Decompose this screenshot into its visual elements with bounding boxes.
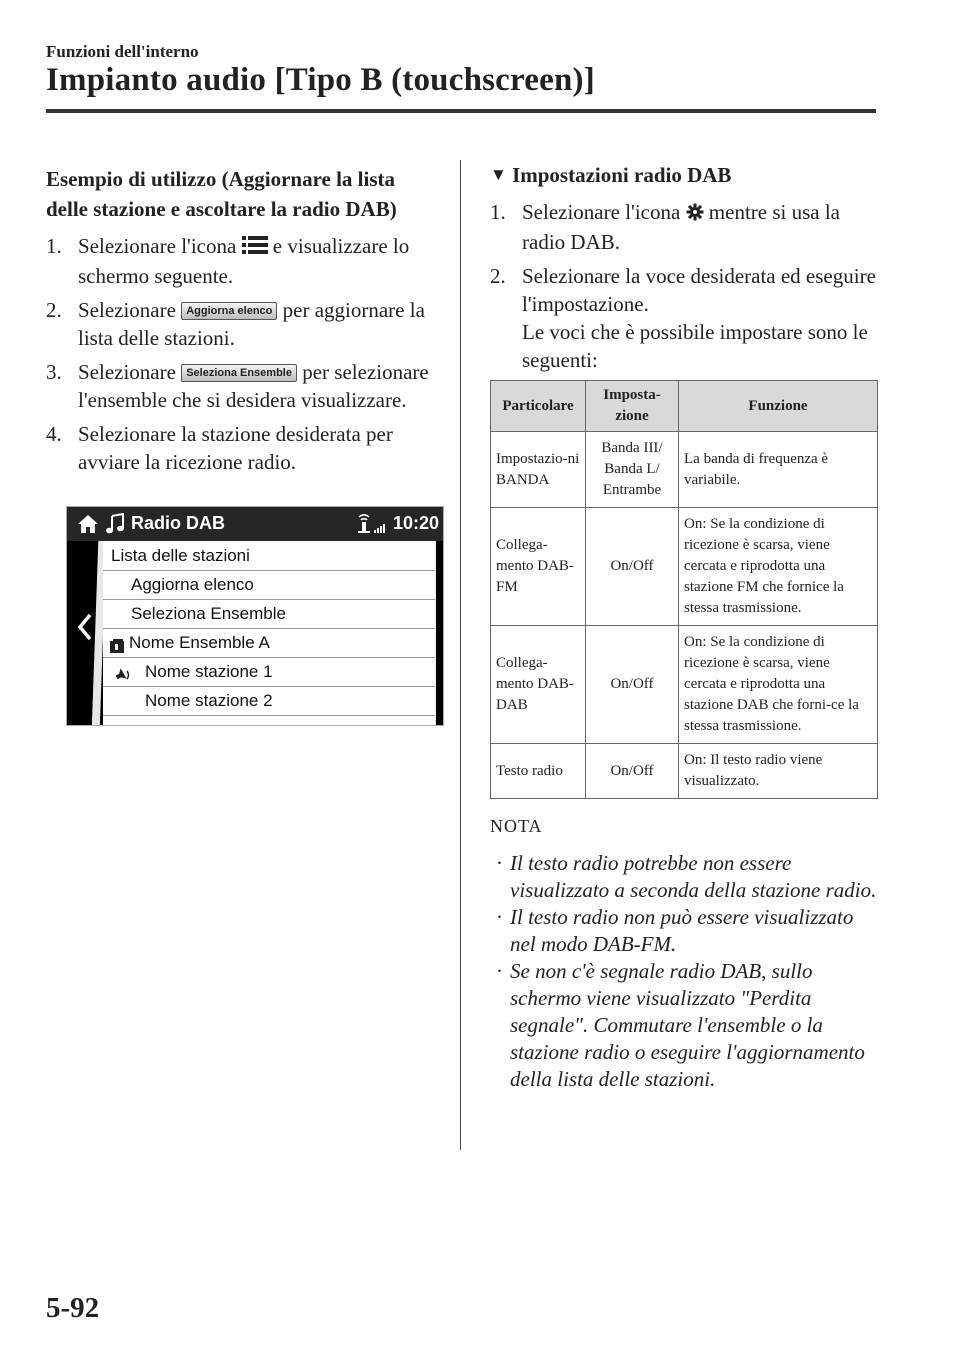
column-divider — [460, 160, 461, 1150]
nota-heading: NOTA — [490, 816, 543, 836]
example-title: Esempio di utilizzo (Aggiornare la lista delle stazione e ascoltare la radio DAB) — [46, 167, 397, 221]
screen-title: Radio DAB — [131, 513, 225, 533]
list-item-station-2[interactable]: Nome stazione 2 — [103, 686, 435, 716]
list-item-station-1[interactable]: Nome stazione 1 — [103, 657, 435, 687]
table-header-row: Particolare Imposta-zione Funzione — [491, 381, 878, 432]
note-item: · Se non c'è segnale radio DAB, sullo schermo viene visualizzato "Perdita segnale". Commutare l'ensemble o la stazione radio o eseguire l'aggiornamento della lista delle stazioni. — [496, 959, 865, 1091]
settings-table — [490, 380, 878, 799]
table-row: Collega-mento DAB-FM On/Off On: Se la condizione di ricezione è scarsa, viene cercata e riprodotta una stazione FM che fornice la stessa trasmissione. — [491, 508, 878, 626]
table-row: Impostazio-ni BANDA Banda III/ Banda L/ Entrambe La banda di frequenza è variabile. — [491, 432, 878, 508]
step-item: 2. Selezionare la voce desiderata ed eseguire l'impostazione. Le voci che è possibile impostare sono le seguenti: — [490, 264, 876, 373]
page-title: Impianto audio [Tipo B (touchscreen)] — [46, 62, 595, 98]
music-note-icon — [105, 513, 125, 540]
step-item: 3. Selezionare Seleziona Ensemble per selezionare l'ensemble che si desidera visualizzare. — [46, 360, 429, 413]
step-item: 1. Selezionare l'icona mentre si usa la radio DAB. — [490, 200, 841, 255]
notes-list — [490, 850, 880, 1093]
clock-time: 10:20 — [393, 513, 440, 533]
home-icon — [77, 514, 99, 539]
section-label: Funzioni dell'interno — [46, 42, 199, 61]
step-item: 2. Selezionare Aggiorna elenco per aggiornare la lista delle stazioni. — [46, 298, 425, 351]
triangle-down-icon: ▼ — [490, 165, 507, 184]
step-item: 1. Selezionare l'icona e visualizzare lo schermo seguente. — [46, 234, 410, 289]
page-number: 5-92 — [46, 1292, 100, 1324]
section-heading: ▼ Impostazioni radio DAB — [490, 163, 732, 187]
right-column — [490, 160, 878, 1091]
radio-dab-screen — [66, 506, 444, 726]
table-row: Testo radio On/Off On: Il testo radio viene visualizzato. — [491, 744, 878, 799]
gear-icon — [686, 200, 704, 228]
step-item: 4. Selezionare la stazione desiderata per avviare la ricezione radio. — [46, 422, 393, 475]
station-list — [103, 541, 435, 725]
left-column — [46, 164, 442, 482]
header-rule — [46, 109, 876, 113]
aggiorna-elenco-button-image: Aggiorna elenco — [181, 302, 277, 320]
back-arrow-icon[interactable] — [77, 613, 93, 646]
note-item: · Il testo radio non può essere visualizzato nel modo DAB-FM. — [496, 905, 854, 956]
signal-icon — [355, 513, 389, 540]
list-icon — [242, 234, 268, 262]
seleziona-ensemble-button-image: Seleziona Ensemble — [181, 364, 297, 382]
example-steps — [46, 232, 442, 476]
list-item-ensemble[interactable]: Nome Ensemble A — [103, 628, 435, 658]
list-item-seleziona[interactable]: Seleziona Ensemble — [103, 599, 435, 629]
list-item-aggiorna[interactable]: Aggiorna elenco — [103, 570, 435, 600]
settings-steps — [490, 198, 878, 374]
list-header: Lista delle stazioni — [103, 541, 435, 571]
table-row: Collega-mento DAB-DAB On/Off On: Se la condizione di ricezione è scarsa, viene cercata e riprodotta una stazione DAB che forni-ce la stessa trasmissione. — [491, 626, 878, 744]
note-item: · Il testo radio potrebbe non essere visualizzato a seconda della stazione radio. — [496, 851, 877, 902]
